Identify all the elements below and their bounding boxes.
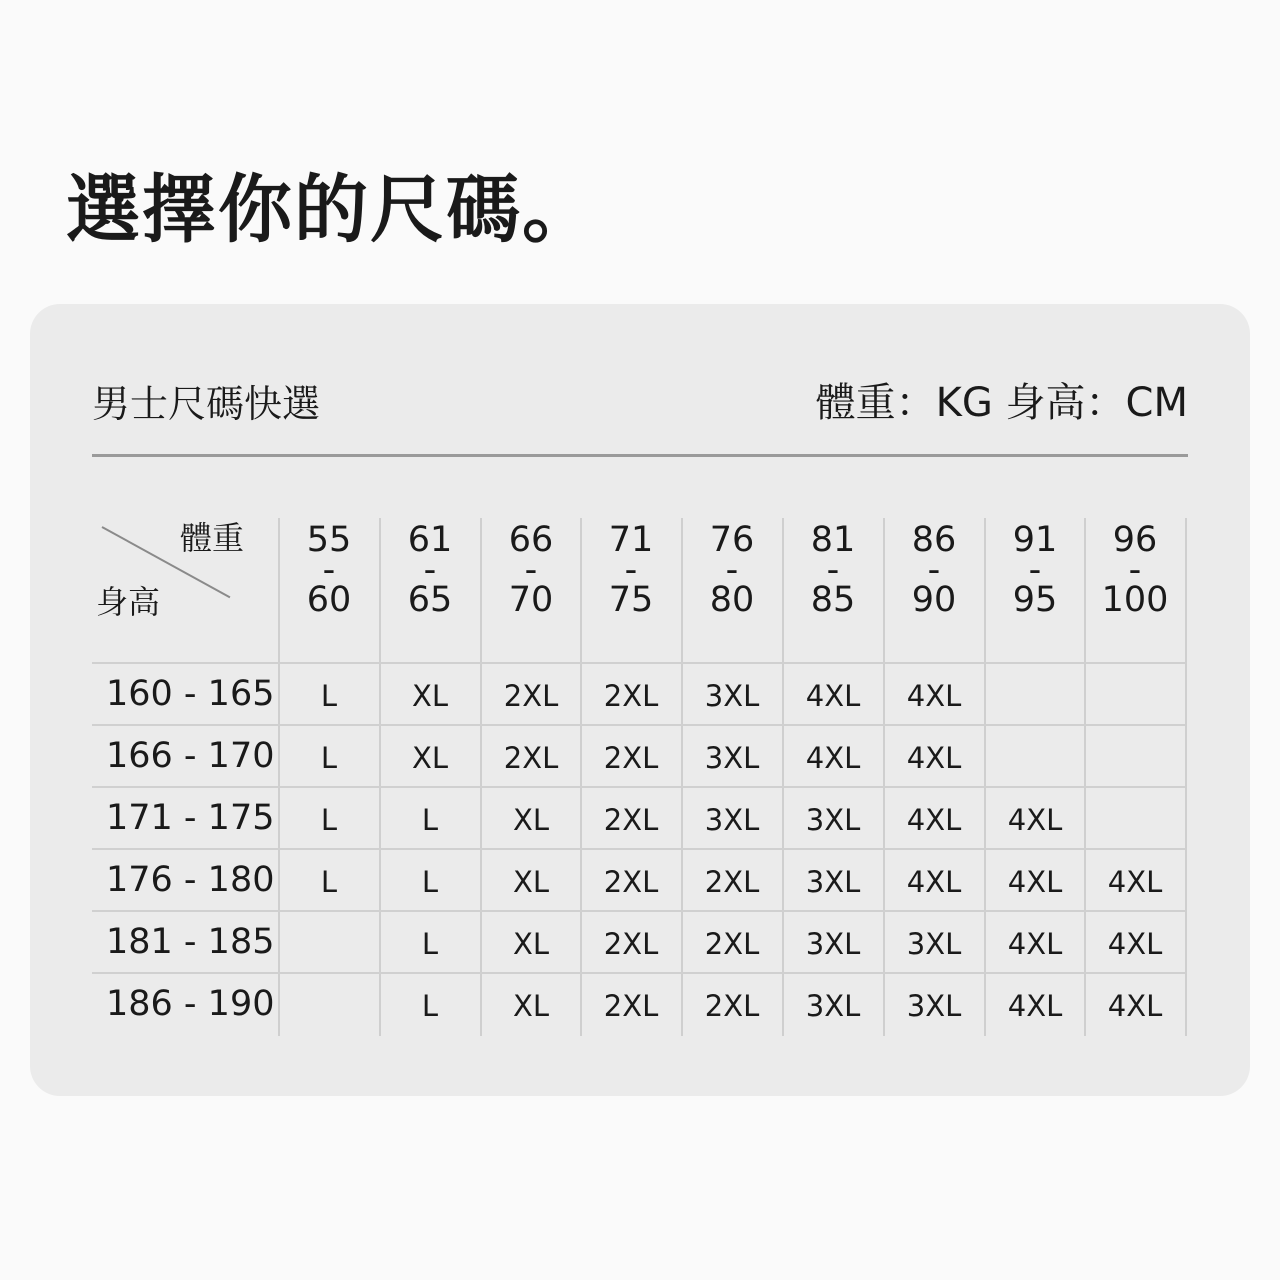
size-cell: 4XL bbox=[805, 679, 861, 713]
size-cell: 4XL bbox=[1107, 927, 1163, 961]
range-dash: - bbox=[927, 550, 941, 590]
size-cell: 3XL bbox=[704, 679, 760, 713]
weight-to: 65 bbox=[407, 580, 453, 620]
column-divider bbox=[1185, 518, 1187, 1036]
height-range-label: 186 - 190 bbox=[106, 984, 275, 1024]
header-divider bbox=[92, 454, 1188, 457]
weight-from: 71 bbox=[608, 520, 654, 560]
size-cell: L bbox=[320, 803, 338, 837]
size-cell: 2XL bbox=[503, 741, 559, 775]
height-range-label: 176 - 180 bbox=[106, 860, 275, 900]
height-range-label: 160 - 165 bbox=[106, 674, 275, 714]
weight-from: 86 bbox=[911, 520, 957, 560]
size-cell: 4XL bbox=[1107, 865, 1163, 899]
weight-from: 76 bbox=[709, 520, 755, 560]
size-cell: 3XL bbox=[805, 989, 861, 1023]
units-label: 體重：KG 身高：CM bbox=[815, 380, 1188, 426]
size-cell: 2XL bbox=[704, 989, 760, 1023]
weight-range-header bbox=[381, 518, 479, 622]
size-cell: 3XL bbox=[906, 927, 962, 961]
size-cell: XL bbox=[411, 741, 449, 775]
size-cell: 4XL bbox=[1007, 927, 1063, 961]
weight-range-header bbox=[1086, 518, 1184, 622]
size-cell: XL bbox=[512, 865, 550, 899]
size-cell: XL bbox=[411, 679, 449, 713]
size-cell: 2XL bbox=[603, 803, 659, 837]
size-cell: L bbox=[320, 741, 338, 775]
size-cell: L bbox=[320, 679, 338, 713]
size-chart-card bbox=[30, 304, 1250, 1096]
size-cell: L bbox=[421, 927, 439, 961]
size-cell: XL bbox=[512, 989, 550, 1023]
row-divider bbox=[92, 910, 1185, 912]
size-cell: 4XL bbox=[906, 865, 962, 899]
range-dash: - bbox=[1028, 550, 1042, 590]
size-cell: 3XL bbox=[805, 865, 861, 899]
weight-range-header bbox=[482, 518, 580, 622]
size-cell: 4XL bbox=[1007, 989, 1063, 1023]
weight-to: 70 bbox=[508, 580, 554, 620]
weight-to: 75 bbox=[608, 580, 654, 620]
weight-to: 60 bbox=[306, 580, 352, 620]
range-dash: - bbox=[322, 550, 336, 590]
size-cell: XL bbox=[512, 927, 550, 961]
weight-from: 91 bbox=[1012, 520, 1058, 560]
size-cell: L bbox=[320, 865, 338, 899]
size-cell: 3XL bbox=[704, 741, 760, 775]
row-divider bbox=[92, 786, 1185, 788]
weight-range-header bbox=[784, 518, 882, 622]
range-dash: - bbox=[725, 550, 739, 590]
row-divider bbox=[92, 972, 1185, 974]
size-cell: 3XL bbox=[704, 803, 760, 837]
corner-label-weight: 體重 bbox=[180, 519, 245, 557]
height-range-label: 181 - 185 bbox=[106, 922, 275, 962]
size-cell: L bbox=[421, 865, 439, 899]
size-cell: XL bbox=[512, 803, 550, 837]
size-cell: 3XL bbox=[906, 989, 962, 1023]
corner-label-height: 身高 bbox=[96, 583, 161, 621]
row-divider bbox=[92, 848, 1185, 850]
row-divider bbox=[92, 662, 1185, 664]
weight-to: 95 bbox=[1012, 580, 1058, 620]
size-cell: 2XL bbox=[603, 741, 659, 775]
range-dash: - bbox=[624, 550, 638, 590]
weight-to: 90 bbox=[911, 580, 957, 620]
weight-range-header bbox=[280, 518, 378, 622]
range-dash: - bbox=[1128, 550, 1142, 590]
weight-from: 61 bbox=[407, 520, 453, 560]
size-cell: 2XL bbox=[704, 865, 760, 899]
size-cell: 4XL bbox=[1107, 989, 1163, 1023]
size-cell: L bbox=[421, 803, 439, 837]
size-cell: 4XL bbox=[805, 741, 861, 775]
page-title: 選擇你的尺碼。 bbox=[66, 167, 598, 253]
size-cell: 2XL bbox=[603, 865, 659, 899]
size-cell: 2XL bbox=[704, 927, 760, 961]
range-dash: - bbox=[826, 550, 840, 590]
size-cell: L bbox=[421, 989, 439, 1023]
weight-to: 80 bbox=[709, 580, 755, 620]
card-title: 男士尺碼快選 bbox=[92, 382, 321, 426]
weight-from: 55 bbox=[306, 520, 352, 560]
weight-from: 66 bbox=[508, 520, 554, 560]
size-cell: 4XL bbox=[1007, 803, 1063, 837]
size-cell: 2XL bbox=[503, 679, 559, 713]
size-cell: 4XL bbox=[906, 741, 962, 775]
size-cell: 3XL bbox=[805, 927, 861, 961]
size-cell: 2XL bbox=[603, 989, 659, 1023]
weight-range-header bbox=[582, 518, 680, 622]
size-cell: 3XL bbox=[805, 803, 861, 837]
weight-from: 96 bbox=[1112, 520, 1158, 560]
row-divider bbox=[92, 724, 1185, 726]
size-cell: 4XL bbox=[906, 803, 962, 837]
size-cell: 4XL bbox=[1007, 865, 1063, 899]
weight-range-header bbox=[986, 518, 1084, 622]
range-dash: - bbox=[524, 550, 538, 590]
size-cell: 4XL bbox=[906, 679, 962, 713]
height-range-label: 171 - 175 bbox=[106, 798, 275, 838]
height-range-label: 166 - 170 bbox=[106, 736, 275, 776]
weight-range-header bbox=[885, 518, 983, 622]
weight-to: 85 bbox=[810, 580, 856, 620]
size-cell: 2XL bbox=[603, 679, 659, 713]
range-dash: - bbox=[423, 550, 437, 590]
size-cell: 2XL bbox=[603, 927, 659, 961]
weight-to: 100 bbox=[1101, 580, 1169, 620]
weight-from: 81 bbox=[810, 520, 856, 560]
weight-range-header bbox=[683, 518, 781, 622]
